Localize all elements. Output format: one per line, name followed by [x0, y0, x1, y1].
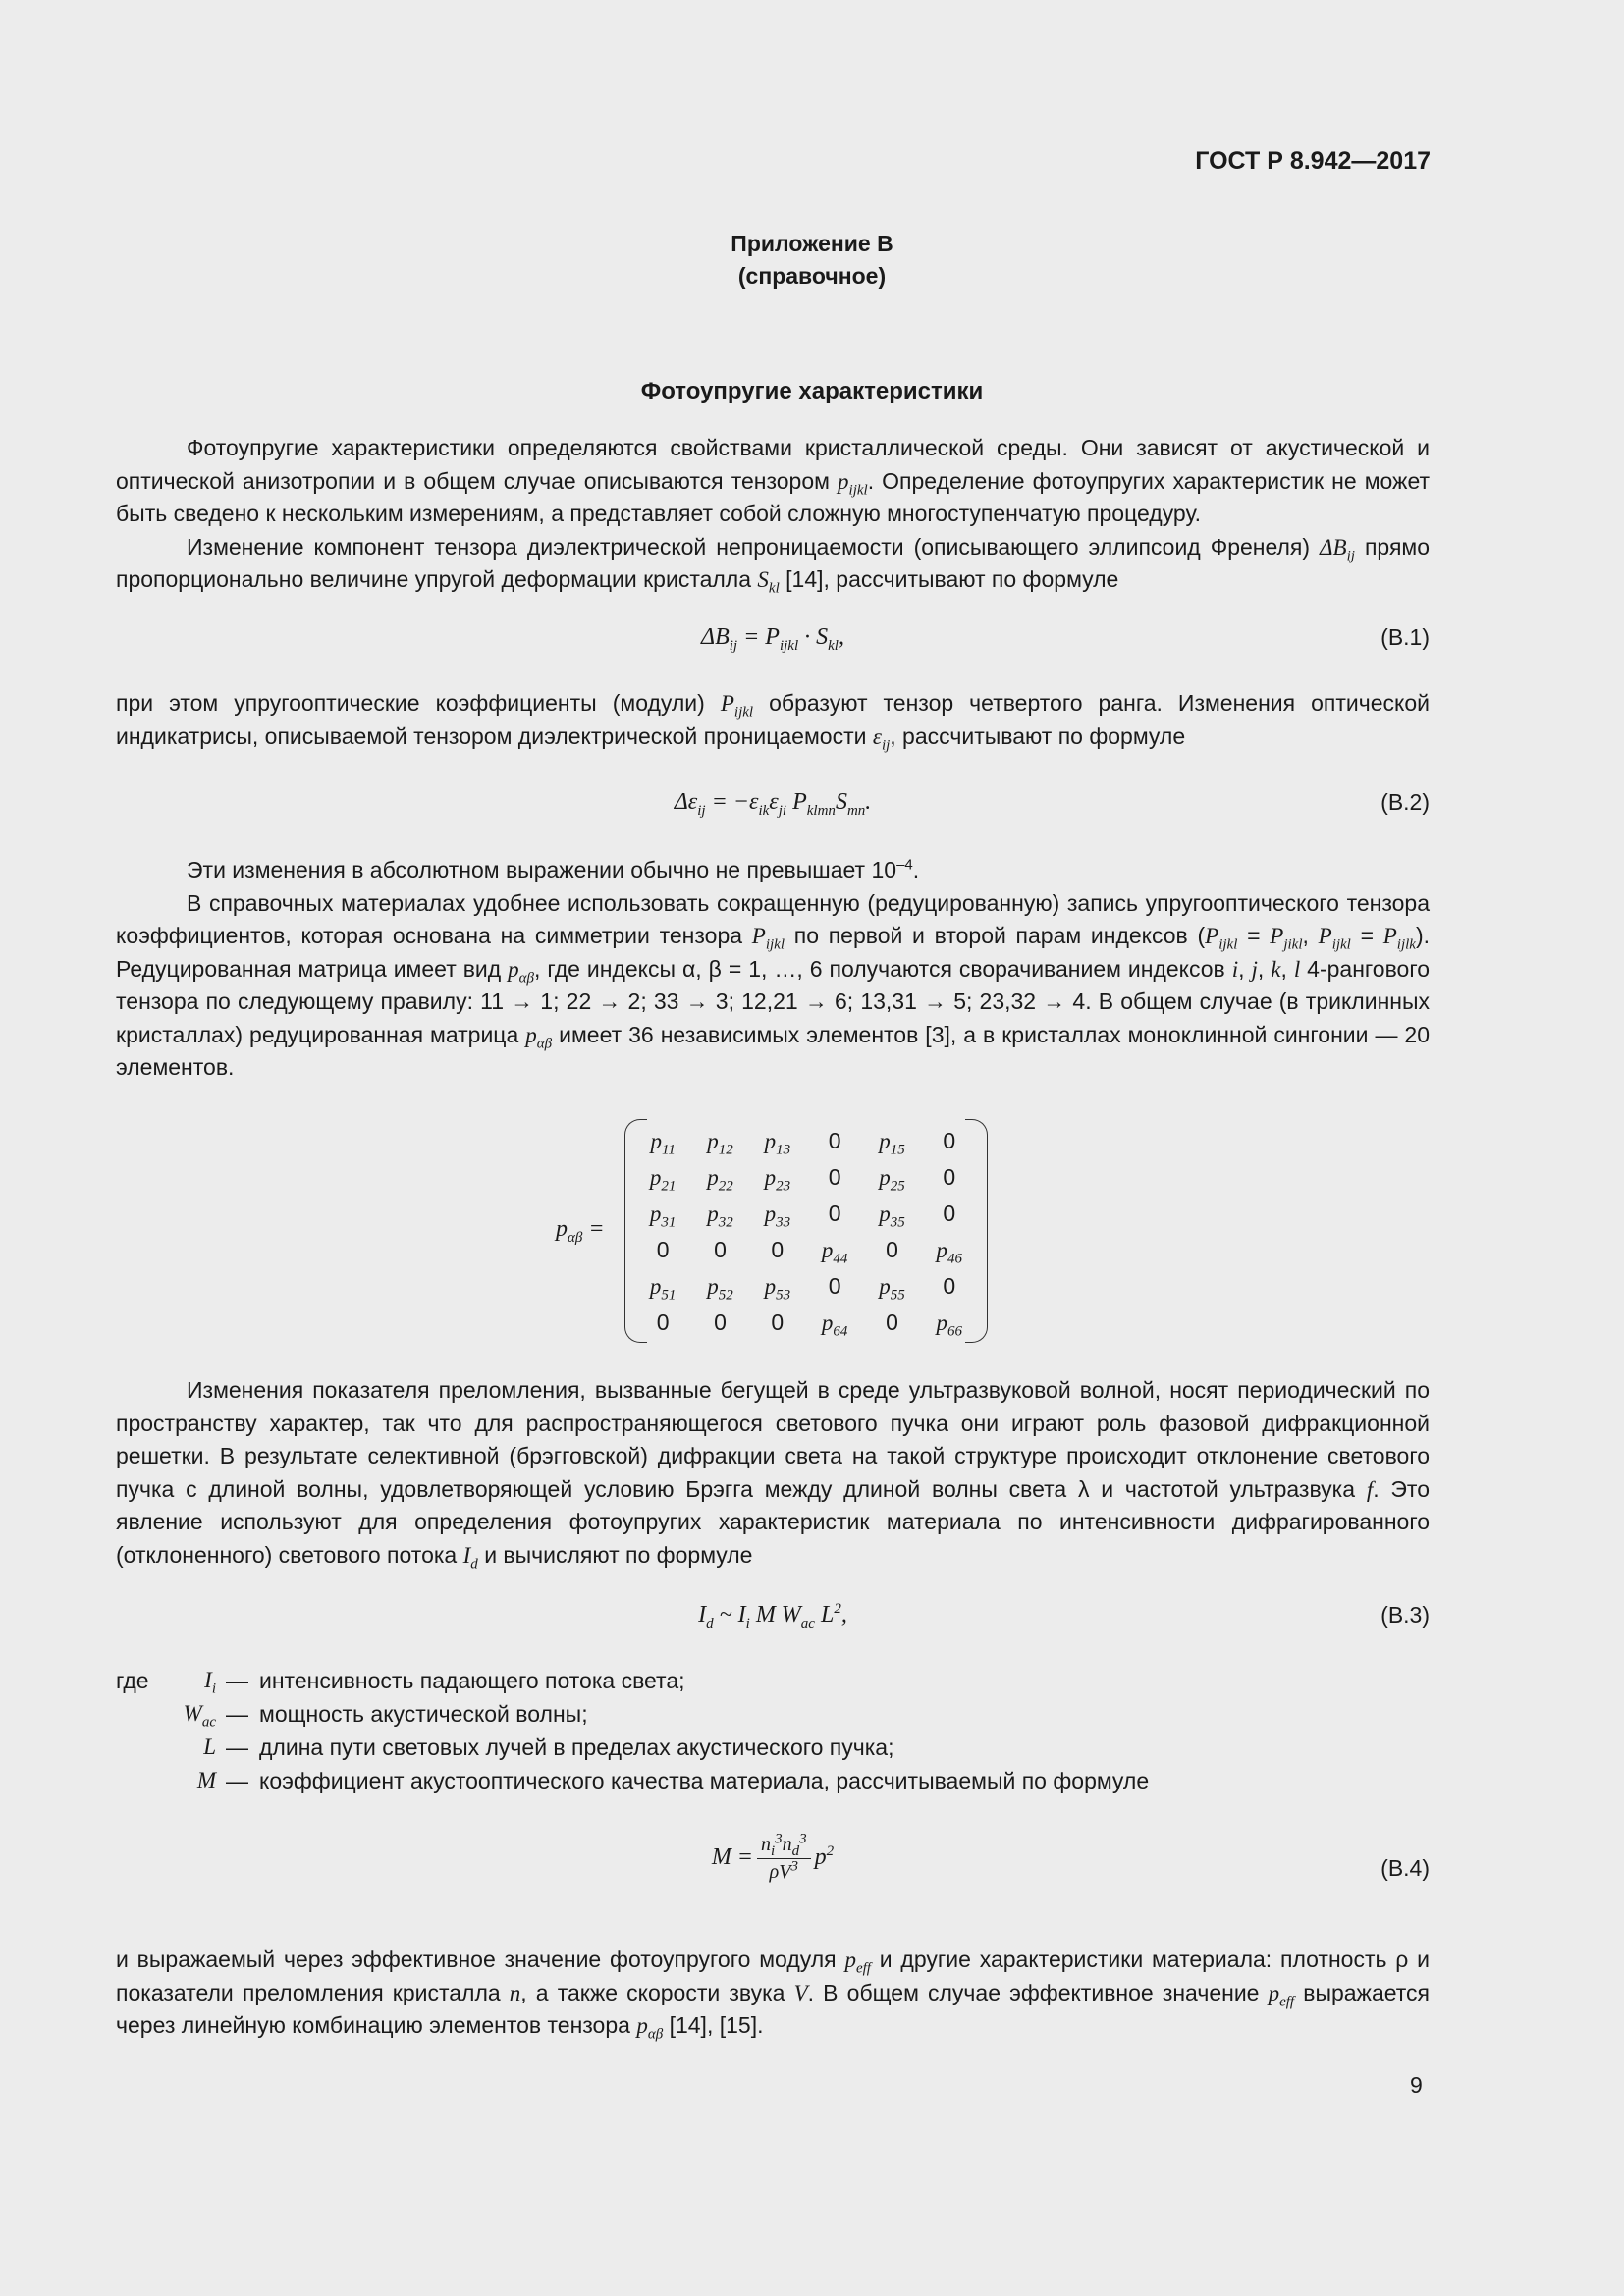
- matrix-cell: $p_{23}$: [764, 1165, 791, 1195]
- matrix-row: [634, 1123, 978, 1159]
- appendix-title: Приложение В: [731, 231, 893, 256]
- definition-symbol: $W_{ac}$: [183, 1701, 216, 1731]
- definition-row: [116, 1764, 1149, 1797]
- matrix-cell: $p_{44}$: [821, 1238, 848, 1267]
- standard-designation: ГОСТ Р 8.942—2017: [1195, 147, 1431, 175]
- paragraph-6: Изменения показателя преломления, вызванные бегущей в среде ультразвуковой волной, носят периодический по пространству характер, так что для распространяющегося светового пучка они играют роль фазовой дифракционной решетки. В результате селективной (брэгговской) дифракции света на такой структуре происходит отклонение светового пучка с длиной волны, удовлетворяющей условию Брэгга между длиной волны света λ и частотой ультразвука f. Это явление используют для определения фотоупругих характеристик материала по интенсивности дифрагированного (отклоненного) светового потока $I_d$ и вычисляют по формуле: [116, 1377, 1430, 1573]
- formula-b2: $\Delta\varepsilon_{ij} = -\varepsilon_{ik}\varepsilon_{ji}$ $P_{klmn}S_{mn}$. (В.2): [674, 789, 1430, 819]
- matrix-cell: 0: [943, 1273, 956, 1299]
- formula-b1: $\Delta B_{ij} = P_{ijkl} \cdot S_{kl}$, (В.1): [701, 624, 1430, 654]
- definition-symbol: L: [203, 1735, 216, 1759]
- matrix-cell: $p_{32}$: [707, 1201, 733, 1231]
- definition-dash: —: [226, 1735, 248, 1760]
- matrix-cell: 0: [886, 1237, 898, 1262]
- symbol-definitions: [116, 1664, 1149, 1797]
- matrix-row: [634, 1305, 978, 1341]
- paragraph-4: Эти изменения в абсолютном выражении обычно не превышает $10^{-4}$.: [187, 856, 920, 882]
- matrix-cell: 0: [886, 1309, 898, 1335]
- appendix-subtitle: (справочное): [737, 263, 887, 289]
- appendix-heading: [0, 228, 1624, 293]
- matrix-cell: 0: [828, 1128, 841, 1153]
- matrix-cell: $p_{55}$: [879, 1274, 905, 1304]
- matrix-cell: 0: [943, 1128, 956, 1153]
- matrix-cell: $p_{53}$: [764, 1274, 791, 1304]
- definition-dash: —: [226, 1768, 248, 1793]
- matrix-row: [634, 1196, 978, 1232]
- definition-lead: [116, 1731, 151, 1764]
- matrix-cell: $p_{35}$: [879, 1201, 905, 1231]
- matrix-cell: $p_{22}$: [707, 1165, 733, 1195]
- definition-text: мощность акустической волны;: [259, 1701, 588, 1727]
- formula-b4: M = $\frac{n_i^3n_d^3}{\rho V^3}$ $p^2$ (В.4): [711, 1831, 1430, 1883]
- matrix-cell: 0: [828, 1201, 841, 1226]
- matrix-cell: $p_{15}$: [879, 1129, 905, 1158]
- matrix-cell: $p_{21}$: [649, 1165, 677, 1195]
- matrix-cell: $p_{46}$: [936, 1238, 963, 1267]
- body-text-block-1: [116, 432, 1430, 597]
- definition-lead: [116, 1764, 151, 1797]
- matrix-cell: 0: [943, 1201, 956, 1226]
- definition-symbol: M: [196, 1768, 216, 1792]
- matrix-cell: 0: [828, 1164, 841, 1190]
- matrix-cell: 0: [828, 1273, 841, 1299]
- matrix-cell: $p_{11}$: [650, 1129, 676, 1158]
- matrix-cell: $p_{52}$: [707, 1274, 733, 1304]
- body-text-block-5: [116, 1944, 1430, 2043]
- matrix-cell: 0: [771, 1309, 785, 1335]
- paragraph-2: Изменение компонент тензора диэлектрической непроницаемости (описывающего эллипсоид Френеля) $\Delta B_{ij}$ прямо пропорционально величине упругой деформации кристалла $S_{kl}$ [14], рассчитывают по формуле: [116, 533, 1430, 597]
- matrix-row: [634, 1232, 978, 1268]
- fraction: $\frac{n_i^3n_d^3}{\rho V^3}$: [757, 1834, 811, 1884]
- definition-lead: [116, 1697, 151, 1731]
- formula-b3: $I_d$ ~ $I_i$ M $W_{ac}$ $L^2$, (В.3): [698, 1601, 1430, 1631]
- matrix-cell: $p_{31}$: [649, 1201, 677, 1231]
- matrix-cell: $p_{25}$: [879, 1165, 905, 1195]
- page-number: 9: [1410, 2072, 1423, 2098]
- definition-text: коэффициент акустооптического качества материала, рассчитываемый по формуле: [259, 1768, 1150, 1793]
- matrix-grid: [634, 1123, 978, 1341]
- matrix-row: [634, 1268, 978, 1305]
- paragraph-5: В справочных материалах удобнее использовать сокращенную (редуцированную) запись упругооптического тензора коэффициентов, которая основана на симметрии тензора $P_{ijkl}$ по первой и второй парам индексов ($P_{ijkl} = P_{jikl}$, $P_{ijkl} = P_{ijlk}$). Редуцированная матрица имеет вид $p_{\alpha\beta}$, где индексы α, β = 1, …, 6 получаются сворачиванием индексов i, j, k, l 4-рангового тензора по следующему правилу: 11 → 1; 22 → 2; 33 → 3; 12,21 → 6; 13,31 → 5; 23,32 → 4. В общем случае (в триклинных кристаллах) редуцированная матрица $p_{\alpha\beta}$ имеет 36 независимых элементов [3], а в кристаллах моноклинной сингонии — 20 элементов.: [116, 889, 1431, 1080]
- matrix-cell: $p_{13}$: [764, 1129, 791, 1158]
- matrix-cell: $p_{64}$: [821, 1310, 848, 1340]
- matrix-cell: 0: [714, 1309, 727, 1335]
- definition-text: длина пути световых лучей в пределах акустического пучка;: [259, 1735, 894, 1760]
- paragraph-7: и выражаемый через эффективное значение фотоупругого модуля $p_{eff}$ и другие характеристики материала: плотность ρ и показатели преломления кристалла n, а также скорости звука V. В общем случае эффективное значение $p_{eff}$ выражается через линейную комбинацию элементов тензора $p_{\alpha\beta}$ [14], [15].: [116, 1947, 1431, 2043]
- section-title: Фотоупругие характеристики: [640, 378, 984, 404]
- definition-dash: —: [226, 1668, 248, 1693]
- paragraph-1: Фотоупругие характеристики определяются свойствами кристаллической среды. Они зависят от акустической и оптической анизотропии и в общем случае описываются тензором $p_{ijkl}$. Определение фотоупругих характеристик не может быть сведено к нескольким измерениям, а представляет собой сложную многоступенчатую процедуру.: [116, 435, 1431, 526]
- paragraph-3: при этом упругооптические коэффициенты (модули) $P_{ijkl}$ образуют тензор четвертого ранга. Изменения оптической индикатрисы, описываемой тензором диэлектрической проницаемости $\varepsilon_{ij}$, рассчитывают по формуле: [116, 690, 1430, 754]
- matrix-cell: 0: [656, 1237, 670, 1262]
- photoelastic-matrix: [624, 1119, 988, 1341]
- matrix-cell: $p_{12}$: [707, 1129, 733, 1158]
- matrix-cell: $p_{33}$: [764, 1201, 791, 1231]
- definition-row: [116, 1664, 1149, 1697]
- body-text-block-4: [116, 1374, 1430, 1572]
- matrix-cell: 0: [943, 1164, 956, 1190]
- definition-text: интенсивность падающего потока света;: [259, 1668, 685, 1693]
- matrix-cell: 0: [714, 1237, 727, 1262]
- matrix-row: [634, 1159, 978, 1196]
- definition-row: [116, 1697, 1149, 1731]
- body-text-block-3: [116, 854, 1430, 1085]
- matrix-cell: 0: [771, 1237, 785, 1262]
- definition-lead: где: [116, 1668, 149, 1693]
- body-text-block-2: [116, 687, 1430, 753]
- definition-dash: —: [226, 1701, 248, 1727]
- definition-row: [116, 1731, 1149, 1764]
- matrix-cell: 0: [656, 1309, 670, 1335]
- matrix-cell: $p_{51}$: [649, 1274, 677, 1304]
- matrix-lhs: $p_{\alpha\beta}$ =: [556, 1216, 605, 1246]
- matrix-cell: $p_{66}$: [936, 1310, 963, 1340]
- definition-symbol: $I_i$: [204, 1668, 216, 1697]
